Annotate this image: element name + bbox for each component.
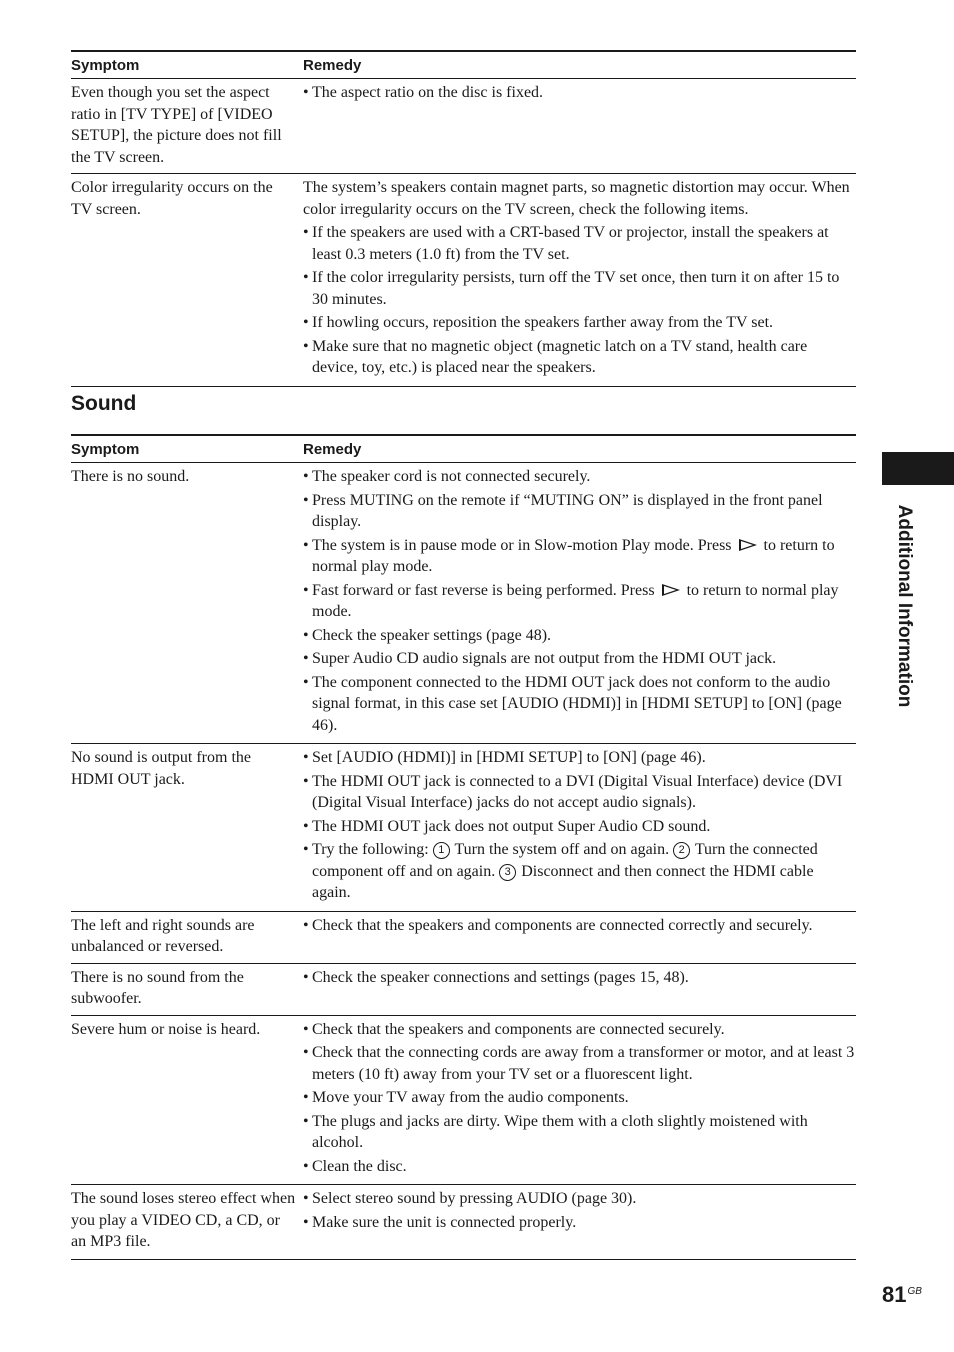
- symptom-header: Symptom: [71, 56, 140, 74]
- remedy-text: Fast forward or fast reverse is being performed. Press: [312, 581, 655, 599]
- remedy-item: • Check that the speakers and components are connected correctly and securely.: [303, 916, 813, 934]
- circled-number-icon: 3: [499, 864, 516, 881]
- remedy-item: • The plugs and jacks are dirty. Wipe them with a cloth slightly moistened with alcohol.: [303, 1112, 808, 1151]
- sound-troubleshooting-table: [71, 434, 856, 1260]
- circled-number-icon: 1: [433, 842, 450, 859]
- remedy-header: Remedy: [303, 440, 362, 458]
- remedy-item: • Super Audio CD audio signals are not output from the HDMI OUT jack.: [303, 650, 777, 667]
- symptom-cell: The left and right sounds are unbalanced or reversed.: [71, 916, 255, 955]
- remedy-text: The system is in pause mode or in Slow-motion Play mode. Press: [312, 536, 732, 554]
- remedy-cell: [303, 1188, 856, 1253]
- remedy-item: • The speaker cord is not connected securely.: [303, 468, 591, 485]
- remedy-item: • If the color irregularity persists, turn off the TV set once, then turn it on after 15 to 30 minutes.: [303, 269, 840, 308]
- remedy-item: • Press MUTING on the remote if “MUTING ON” is displayed in the front panel display.: [303, 491, 823, 530]
- remedy-text: to return to normal play mode.: [312, 536, 835, 575]
- remedy-item: • Check the speaker connections and settings (pages 15, 48).: [303, 968, 689, 986]
- section-title-sound: Sound: [71, 392, 137, 415]
- symptom-cell: The sound loses stereo effect when you play a VIDEO CD, a CD, or an MP3 file.: [71, 1190, 296, 1250]
- table-row: [71, 912, 856, 964]
- remedy-item: • The HDMI OUT jack is connected to a DVI (Digital Visual Interface) device (DVI (Digital Visual Interface) jacks do not accept audio signals).: [303, 772, 843, 811]
- remedy-intro: The system’s speakers contain magnet parts, so magnetic distortion may occur. When color irregularity occurs on the TV screen, check the following items.: [303, 179, 850, 218]
- remedy-item: • Check that the connecting cords are away from a transformer or motor, and at least 3 meters (10 ft) away from your TV set or a fluorescent light.: [303, 1044, 855, 1083]
- remedy-item: • Set [AUDIO (HDMI)] in [HDMI SETUP] to [ON] (page 46).: [303, 749, 706, 766]
- remedy-item: • Check the speaker settings (page 48).: [303, 626, 552, 644]
- remedy-item: • Check that the speakers and components are connected securely.: [303, 1020, 725, 1038]
- table-row: [71, 1185, 856, 1260]
- remedy-item: • Try the following: 1 Turn the system off and on again. 2 Turn the connected component off and on again. 3 Disconnect and then connect the HDMI cable again.: [303, 841, 818, 901]
- symptom-cell: Color irregularity occurs on the TV screen.: [71, 179, 273, 218]
- remedy-item: • The component connected to the HDMI OUT jack does not conform to the audio signal format, in this case set [AUDIO (HDMI)] in [HDMI SETUP] to [ON] (page 46).: [303, 673, 842, 734]
- remedy-text: to return to normal play mode.: [312, 581, 839, 620]
- page-suffix: GB: [907, 1285, 922, 1297]
- remedy-item: • If the speakers are used with a CRT-based TV or projector, install the speakers at least 0.3 meters (1.0 ft) from the TV set.: [303, 224, 829, 263]
- play-icon: [662, 584, 680, 596]
- remedy-item: • The system is in pause mode or in Slow-motion Play mode. Press to return to normal play mode.: [303, 536, 835, 575]
- remedy-cell: [303, 1019, 856, 1180]
- table-row: [71, 79, 856, 174]
- table-header: [71, 50, 856, 79]
- remedy-cell: [303, 82, 856, 168]
- remedy-cell: [303, 915, 856, 958]
- circled-number-icon: 2: [673, 842, 690, 859]
- remedy-item: • Select stereo sound by pressing AUDIO (page 30).: [303, 1190, 637, 1207]
- symptom-cell: Severe hum or noise is heard.: [71, 1020, 261, 1038]
- symptom-cell: There is no sound from the subwoofer.: [71, 968, 244, 1007]
- symptom-cell: No sound is output from the HDMI OUT jack.: [71, 749, 251, 788]
- side-tab-marker: [882, 452, 954, 485]
- remedy-item: • If howling occurs, reposition the speakers farther away from the TV set.: [303, 314, 774, 331]
- table-row: [71, 174, 856, 387]
- page-number-value: 81: [882, 1282, 907, 1307]
- remedy-cell: [303, 466, 856, 738]
- remedy-text: Try the following:: [312, 841, 429, 858]
- symptom-header: Symptom: [71, 440, 140, 458]
- symptom-cell: Even though you set the aspect ratio in [TV TYPE] of [VIDEO SETUP], the picture does not fill the TV screen.: [71, 84, 282, 166]
- remedy-text: Disconnect and then connect the HDMI cable again.: [312, 862, 814, 901]
- page-number: [882, 1282, 922, 1308]
- remedy-cell: [303, 747, 856, 906]
- remedy-item: • Fast forward or fast reverse is being performed. Press to return to normal play mode.: [303, 581, 839, 620]
- table-row: [71, 463, 856, 744]
- remedy-text: Turn the system off and on again.: [454, 841, 670, 858]
- remedy-item: • Move your TV away from the audio components.: [303, 1089, 629, 1106]
- remedy-item: • Clean the disc.: [303, 1157, 407, 1175]
- remedy-text: Turn the connected component off and on again.: [312, 841, 818, 880]
- table-row: [71, 964, 856, 1016]
- table-row: [71, 744, 856, 912]
- table-header: [71, 434, 856, 463]
- remedy-item: • Make sure that no magnetic object (magnetic latch on a TV stand, health care device, toy, etc.) is placed near the speakers.: [303, 337, 808, 376]
- remedy-cell: [303, 177, 856, 381]
- play-icon: [739, 539, 757, 551]
- remedy-header: Remedy: [303, 56, 362, 74]
- video-troubleshooting-table: [71, 50, 856, 387]
- remedy-item: • The aspect ratio on the disc is fixed.: [303, 84, 544, 101]
- symptom-cell: There is no sound.: [71, 468, 190, 485]
- side-tab-text: Additional Information: [894, 504, 915, 708]
- table-row: [71, 1016, 856, 1186]
- remedy-item: • Make sure the unit is connected properly.: [303, 1213, 577, 1231]
- remedy-cell: [303, 967, 856, 1010]
- remedy-item: • The HDMI OUT jack does not output Super Audio CD sound.: [303, 817, 711, 835]
